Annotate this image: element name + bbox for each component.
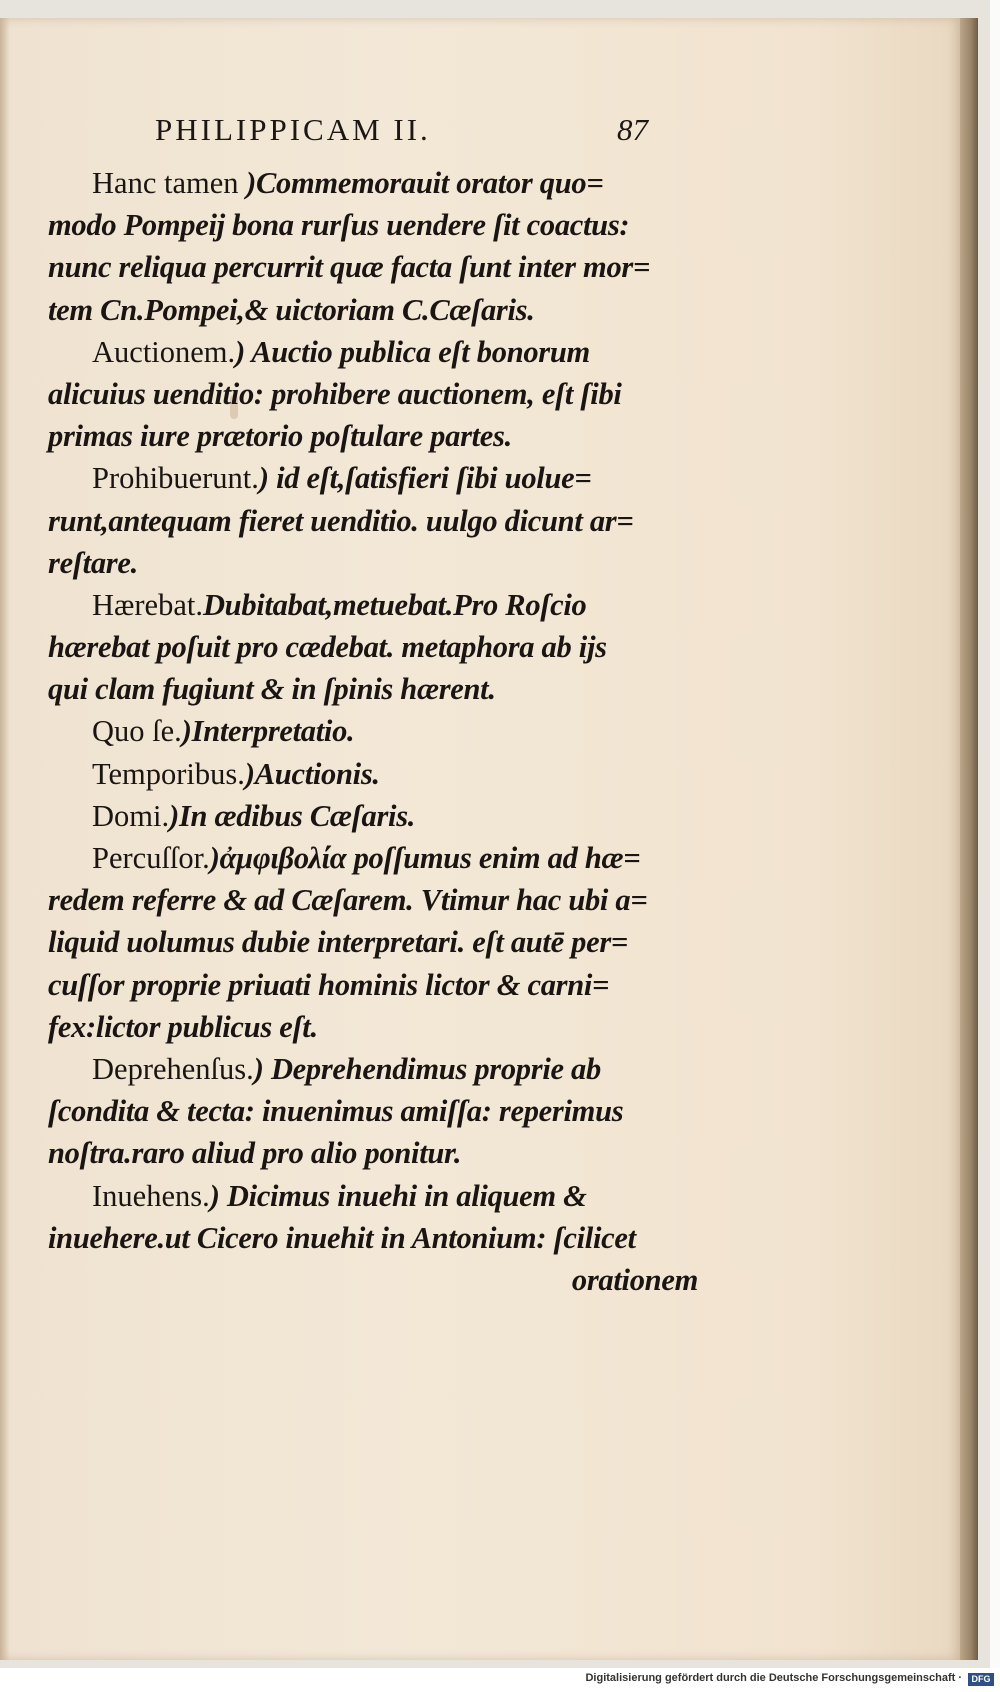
text-line xyxy=(48,921,708,963)
lemma: Hærebat. xyxy=(92,587,203,622)
gloss: cuſſor proprie priuati hominis lictor & carni= xyxy=(48,967,610,1002)
gloss: ) Auctio publica eſt bonorum xyxy=(235,334,590,369)
text-line xyxy=(48,1090,708,1132)
gloss: ) id eſt,ſatisfieri ſibi uolue= xyxy=(258,461,592,496)
text-line xyxy=(48,415,708,457)
gloss: qui clam fugiunt & in ſpinis hærent. xyxy=(48,672,496,707)
text-line xyxy=(48,879,708,921)
catchword-text: orationem xyxy=(571,1262,698,1297)
gloss: ) Deprehendimus proprie ab xyxy=(253,1051,601,1086)
text-line xyxy=(48,289,708,331)
text-line xyxy=(48,542,708,584)
gloss: ſcondita & tecta: inuenimus amiſſa: reperimus xyxy=(48,1094,624,1129)
text-line xyxy=(48,162,708,204)
lemma: Temporibus. xyxy=(92,756,245,791)
text-line xyxy=(48,837,708,879)
lemma: Hanc tamen xyxy=(92,166,247,200)
gloss: )ἀμφιβολία poſſumus enim ad hæ= xyxy=(209,841,641,875)
page-number: 87 xyxy=(617,112,648,147)
catchword xyxy=(48,1259,708,1301)
text-line xyxy=(48,584,708,626)
gloss: runt,antequam fieret uenditio. uulgo dicunt ar= xyxy=(48,503,634,538)
text-line xyxy=(48,204,708,246)
gloss: primas iure prætorio poſtulare partes. xyxy=(48,419,512,454)
gloss: Dubitabat,metuebat.Pro Roſcio xyxy=(202,587,587,622)
page-gutter xyxy=(0,18,10,1660)
gloss: )Interpretatio. xyxy=(181,714,355,749)
gloss: tem Cn.Pompei,& uictoriam C.Cæſaris. xyxy=(48,292,535,327)
gloss: modo Pompeij bona rurſus uendere ſit coactus: xyxy=(48,208,630,243)
gloss: )Auctionis. xyxy=(244,756,380,791)
text-line xyxy=(48,1132,708,1174)
text-line xyxy=(48,1006,708,1048)
gloss: liquid uolumus dubie interpretari. eſt autē per= xyxy=(48,925,629,960)
text-line xyxy=(48,1048,708,1090)
dfg-logo: DFG xyxy=(968,1673,994,1686)
running-title: PHILIPPICAM II. xyxy=(155,112,431,147)
lemma: Domi. xyxy=(92,798,170,833)
text-line xyxy=(48,331,708,373)
gloss: )In ædibus Cæſaris. xyxy=(169,798,416,833)
lemma: Auctionem. xyxy=(92,334,236,369)
commentary-text xyxy=(48,162,708,1301)
text-line xyxy=(48,373,708,415)
text-line xyxy=(48,1217,708,1259)
page-header xyxy=(155,112,655,152)
gloss: hærebat poſuit pro cædebat. metaphora ab ijs xyxy=(48,630,607,665)
gloss: )Commemorauit orator quo= xyxy=(246,166,604,200)
gloss: redem referre & ad Cæſarem. Vtimur hac ubi a= xyxy=(48,883,648,918)
text-line xyxy=(48,668,708,710)
gloss: inuehere.ut Cicero inuehit in Antonium: ſcilicet xyxy=(48,1220,636,1255)
text-line xyxy=(48,457,708,499)
gloss: fex:lictor publicus eſt. xyxy=(48,1009,318,1044)
lemma: Quo ſe. xyxy=(92,714,182,749)
text-line xyxy=(48,246,708,288)
text-line xyxy=(48,710,708,752)
page-edge xyxy=(960,18,978,1660)
lemma: Percuſſor. xyxy=(92,841,210,875)
footer-bar xyxy=(0,1668,1000,1692)
lemma: Inuehens. xyxy=(92,1178,210,1213)
gloss: noſtra.raro aliud pro alio ponitur. xyxy=(48,1136,462,1171)
lemma: Prohibuerunt. xyxy=(92,461,259,496)
funding-note: Digitalisierung gefördert durch die Deutsche Forschungsgemeinschaft · xyxy=(585,1672,962,1684)
text-line xyxy=(48,964,708,1006)
text-line xyxy=(48,1175,708,1217)
text-line xyxy=(48,795,708,837)
text-line xyxy=(48,500,708,542)
gloss: ) Dicimus inuehi in aliquem & xyxy=(209,1178,587,1213)
text-line xyxy=(48,626,708,668)
gloss: reſtare. xyxy=(48,545,138,580)
text-line xyxy=(48,753,708,795)
gloss: alicuius uenditio: prohibere auctionem, eſt ſibi xyxy=(48,376,622,411)
gloss: nunc reliqua percurrit quæ facta ſunt inter mor= xyxy=(48,250,651,285)
lemma: Deprehenſus. xyxy=(92,1051,254,1086)
